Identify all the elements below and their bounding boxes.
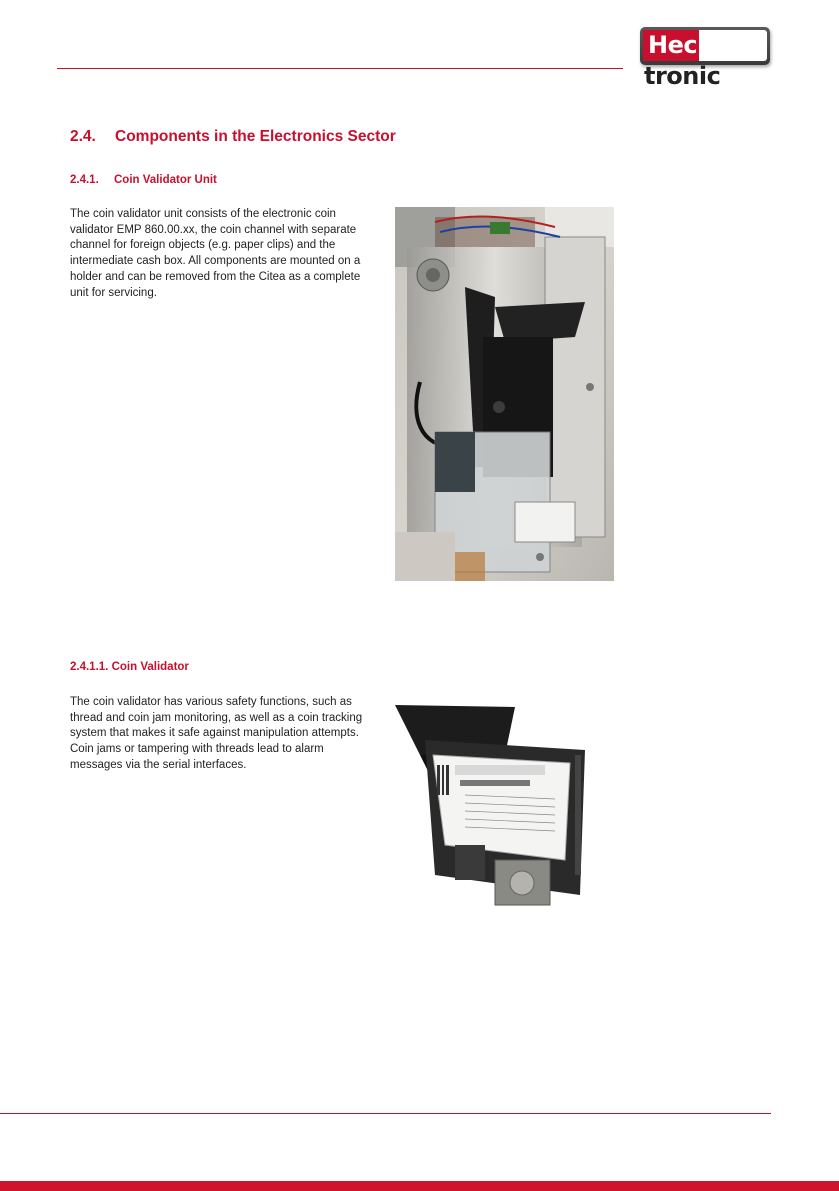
footer-divider (0, 1113, 771, 1114)
logo-wordmark (643, 30, 767, 90)
subsection-heading-coin-validator-unit (70, 174, 217, 186)
coin-validator-description: The coin validator has various safety functions, such as thread and coin jam monitoring, as well as a coin tracking system that makes it safe against manipulation attempts. Coin jams or tampering with threads lead to alarm messages via the serial interfaces. (70, 696, 363, 771)
hectronic-logo (640, 27, 770, 90)
subsection-title: Coin Validator (111, 661, 189, 673)
section-heading (70, 128, 396, 146)
footer-bar (0, 1181, 839, 1191)
subsection-title: Coin Validator Unit (114, 174, 217, 186)
section-title: Components in the Electronics Sector (115, 128, 396, 145)
coin-validator-unit-description: The coin validator unit consists of the electronic coin validator EMP 860.00.xx, the coin channel with separate channel for foreign objects (e.g. paper clips) and the intermediate cash box. All components are mounted on a holder and can be removed from the Citea as a complete unit for servicing. (70, 208, 361, 299)
logo-text-dark: tronic (644, 62, 721, 90)
subsection-number: 2.4.1. (70, 174, 99, 186)
logo-text-red: Hec (643, 30, 699, 61)
header-divider (57, 68, 623, 69)
subsection-number: 2.4.1.1. (70, 661, 109, 673)
subsection-heading-coin-validator (70, 661, 189, 673)
coin-validator-unit-photo (395, 207, 614, 581)
section-number: 2.4. (70, 128, 96, 145)
coin-validator-photo (395, 695, 593, 927)
